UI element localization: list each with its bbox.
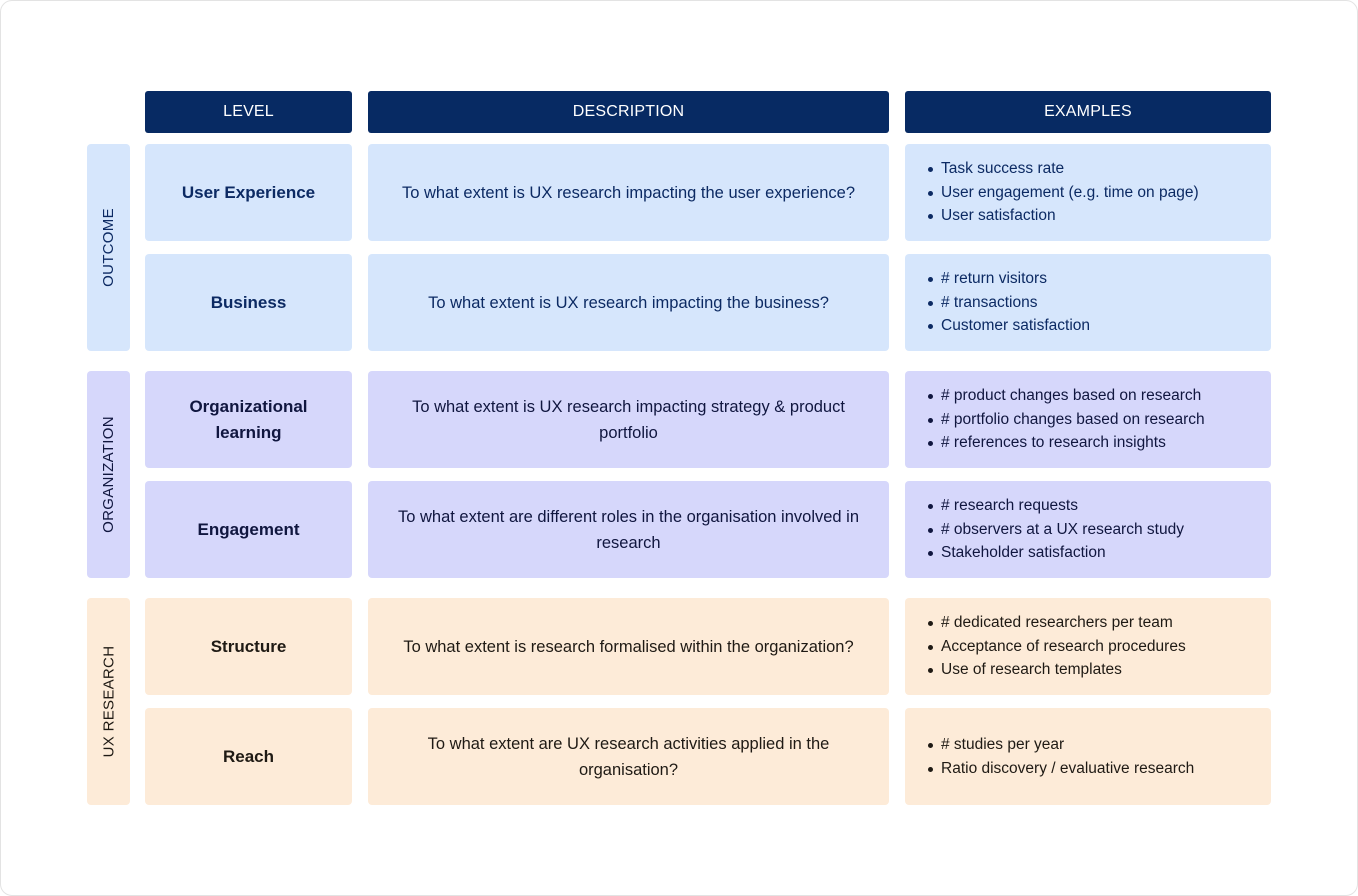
examples-list: [927, 733, 1194, 780]
level-structure: [145, 598, 352, 695]
group-organization: [87, 371, 130, 578]
list-item: # portfolio changes based on research: [927, 408, 1205, 432]
group-outcome-label: OUTCOME: [100, 208, 118, 287]
description-text: To what extent are different roles in the organisation involved in research: [397, 507, 860, 552]
list-item: # references to research insights: [927, 431, 1205, 455]
level-label: Engagement: [197, 519, 300, 539]
list-item: Acceptance of research procedures: [927, 635, 1186, 659]
list-item: # research requests: [927, 494, 1184, 518]
description-text: To what extent is research formalised within the organization?: [403, 637, 854, 656]
list-item: # return visitors: [927, 267, 1090, 291]
examples-list: [927, 267, 1090, 338]
level-business: [145, 254, 352, 351]
description-text: To what extent is UX research impacting the business?: [428, 293, 829, 312]
header-examples: EXAMPLES: [905, 91, 1271, 133]
list-item: Use of research templates: [927, 658, 1186, 682]
examples-organizational-learning: [905, 371, 1271, 468]
level-label: Organizational learning: [189, 396, 308, 442]
level-engagement: [145, 481, 352, 578]
group-ux-research: [87, 598, 130, 805]
examples-engagement: [905, 481, 1271, 578]
header-description: DESCRIPTION: [368, 91, 889, 133]
list-item: # product changes based on research: [927, 384, 1205, 408]
list-item: # dedicated researchers per team: [927, 611, 1186, 635]
description-engagement: [368, 481, 889, 578]
level-user-experience: [145, 144, 352, 241]
level-organizational-learning: [145, 371, 352, 468]
list-item: # transactions: [927, 291, 1090, 315]
examples-list: [927, 611, 1186, 682]
level-label: User Experience: [181, 182, 316, 202]
examples-user-experience: [905, 144, 1271, 241]
group-organization-label: ORGANIZATION: [100, 416, 118, 533]
examples-structure: [905, 598, 1271, 695]
list-item: User engagement (e.g. time on page): [927, 181, 1199, 205]
description-text: To what extent is UX research impacting the user experience?: [401, 183, 856, 202]
description-business: [368, 254, 889, 351]
list-item: # observers at a UX research study: [927, 518, 1184, 542]
examples-business: [905, 254, 1271, 351]
group-ux-research-label: UX RESEARCH: [100, 645, 117, 758]
list-item: Ratio discovery / evaluative research: [927, 757, 1194, 781]
examples-list: [927, 157, 1199, 228]
level-label: Structure: [210, 636, 287, 656]
group-outcome: [87, 144, 130, 351]
list-item: Stakeholder satisfaction: [927, 541, 1184, 565]
description-organizational-learning: [368, 371, 889, 468]
description-text: To what extent are UX research activities applied in the organisation?: [427, 734, 830, 779]
level-label: Business: [210, 292, 287, 312]
list-item: Customer satisfaction: [927, 314, 1090, 338]
description-reach: [368, 708, 889, 805]
header-level: LEVEL: [145, 91, 352, 133]
examples-reach: [905, 708, 1271, 805]
examples-list: [927, 494, 1184, 565]
list-item: # studies per year: [927, 733, 1194, 757]
description-text: To what extent is UX research impacting strategy & product portfolio: [412, 397, 845, 442]
level-label: Reach: [222, 746, 275, 766]
list-item: User satisfaction: [927, 204, 1199, 228]
description-structure: [368, 598, 889, 695]
level-reach: [145, 708, 352, 805]
examples-list: [927, 384, 1205, 455]
description-user-experience: [368, 144, 889, 241]
list-item: Task success rate: [927, 157, 1199, 181]
